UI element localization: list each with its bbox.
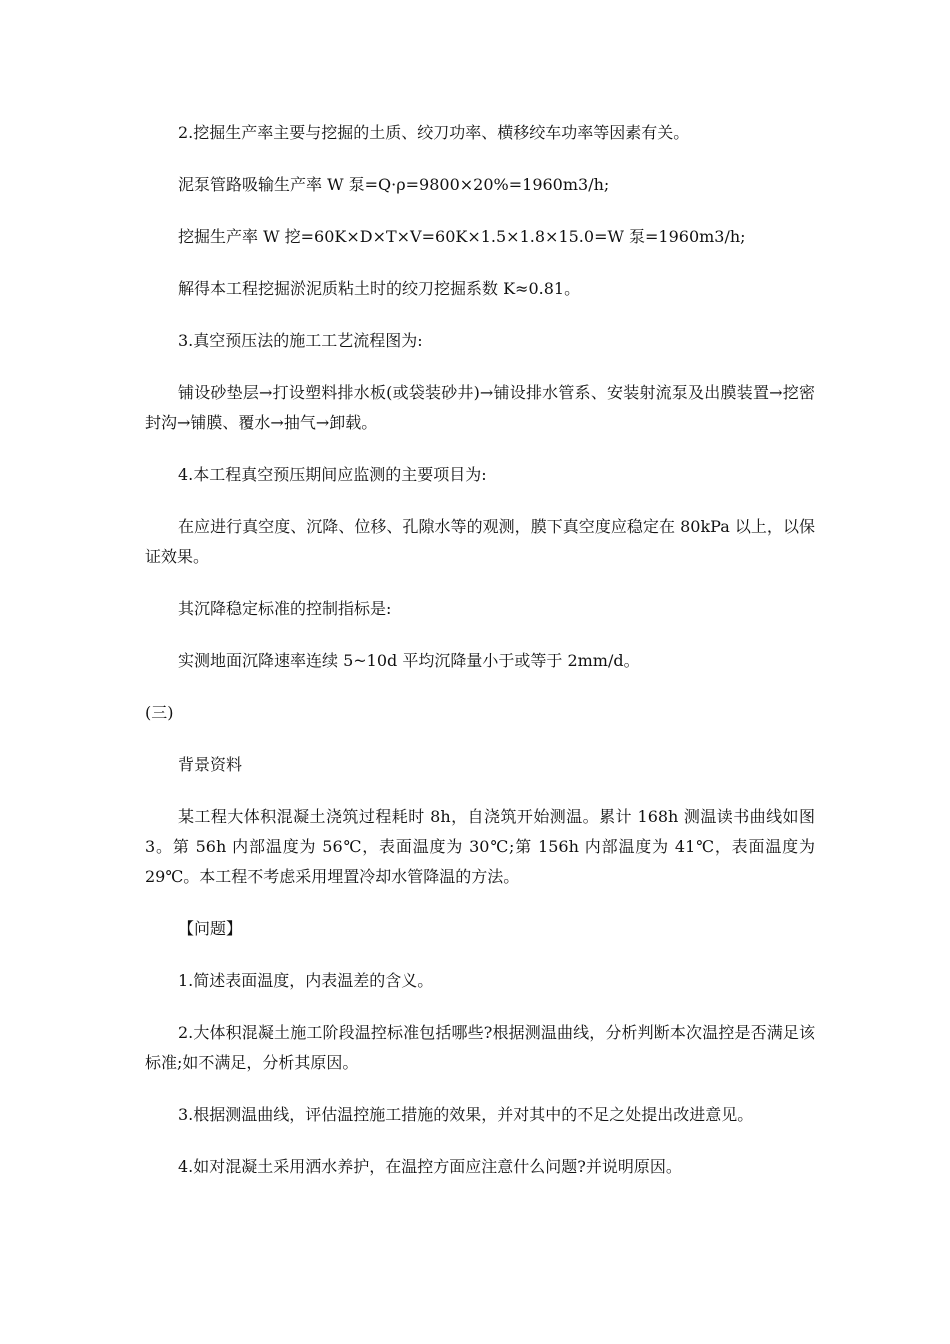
section-heading: (三) (145, 703, 174, 722)
paragraph: 2.挖掘生产率主要与挖掘的土质、绞刀功率、横移绞车功率等因素有关。 (178, 123, 690, 142)
paragraph: 在应进行真空度、沉降、位移、孔隙水等的观测，膜下真空度应稳定在 80kPa 以上，以保证效果。 (145, 517, 815, 566)
question-item: 3.根据测温曲线，评估温控施工措施的效果，并对其中的不足之处提出改进意见。 (178, 1105, 754, 1124)
paragraph: 铺设砂垫层→打设塑料排水板(或袋装砂井)→铺设排水管系、安装射流泵及出膜装置→挖密封沟→铺膜、覆水→抽气→卸载。 (145, 383, 815, 432)
paragraph: 4.本工程真空预压期间应监测的主要项目为: (178, 465, 487, 484)
paragraph: 挖掘生产率 W 挖=60K×D×T×V=60K×1.5×1.8×15.0=W 泵=1960m3/h; (178, 227, 746, 246)
question-heading: 【问题】 (178, 919, 243, 938)
question-item: 2.大体积混凝土施工阶段温控标准包括哪些?根据测温曲线，分析判断本次温控是否满足该标准;如不满足，分析其原因。 (145, 1023, 815, 1072)
paragraph: 某工程大体积混凝土浇筑过程耗时 8h，自浇筑开始测温。累计 168h 测温读书曲线如图 3。第 56h 内部温度为 56℃，表面温度为 30℃;第 156h 内部温度为 41℃，表面温度为 29℃。本工程不考虑采用埋置冷却水管降温的方法。 (145, 807, 815, 886)
document-body (145, 118, 815, 1182)
paragraph: 泥泵管路吸输生产率 W 泵=Q·ρ=9800×20%=1960m3/h; (178, 175, 610, 194)
question-item: 4.如对混凝土采用洒水养护，在温控方面应注意什么问题?并说明原因。 (178, 1157, 682, 1176)
paragraph: 解得本工程挖掘淤泥质粘土时的绞刀挖掘系数 K≈0.81。 (178, 279, 581, 298)
paragraph: 3.真空预压法的施工工艺流程图为: (178, 331, 423, 350)
question-item: 1.简述表面温度，内表温差的含义。 (178, 971, 434, 990)
subheading: 背景资料 (178, 755, 243, 774)
paragraph: 其沉降稳定标准的控制指标是: (178, 599, 392, 618)
paragraph: 实测地面沉降速率连续 5~10d 平均沉降量小于或等于 2mm/d。 (178, 651, 640, 670)
